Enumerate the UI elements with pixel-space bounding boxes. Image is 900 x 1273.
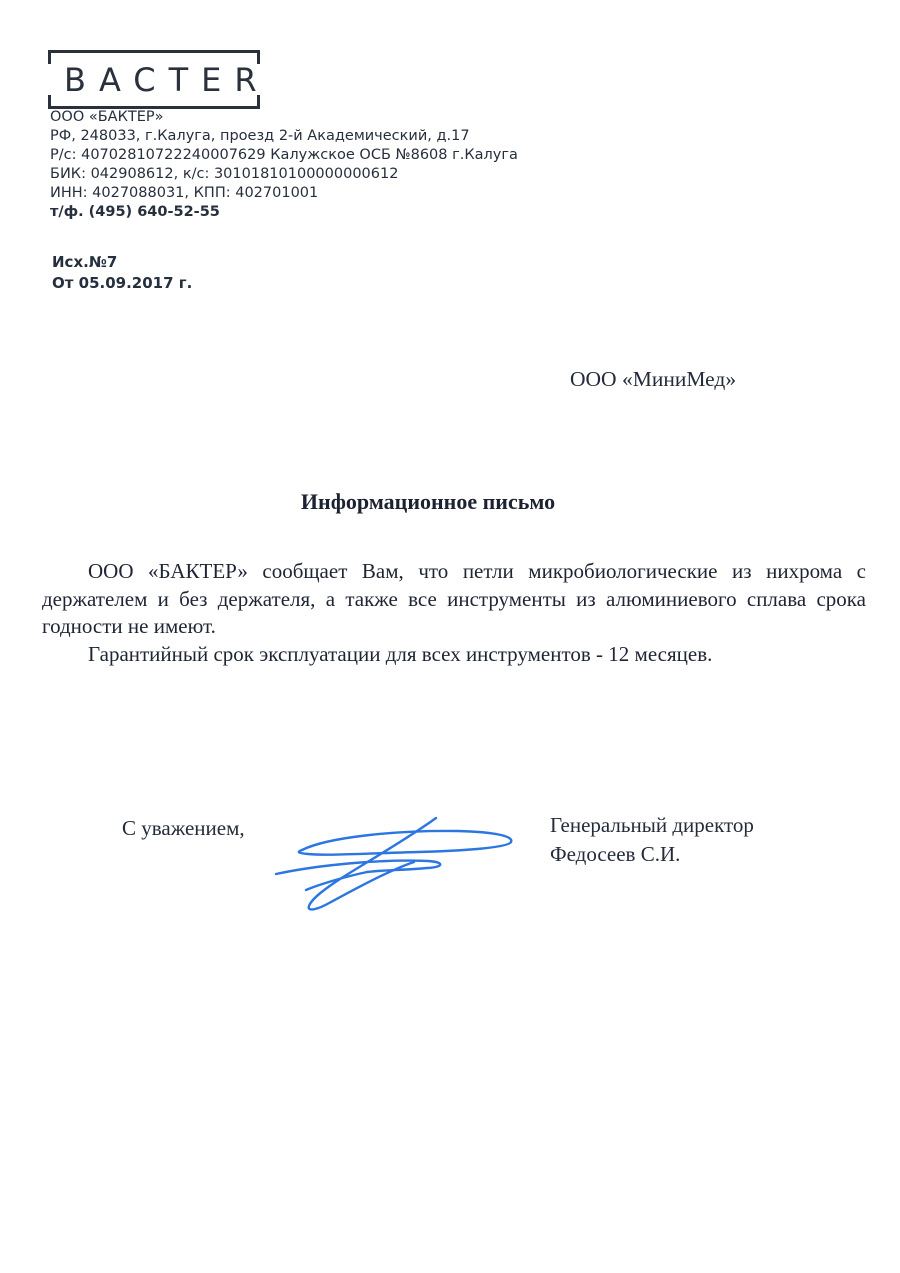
signatory-name: Федосеев С.И. <box>550 841 681 866</box>
logo-frame-corner <box>48 53 51 64</box>
company-bik: БИК: 042908612, к/с: 30101810100000000612 <box>50 166 399 182</box>
outgoing-number: Исх.№7 <box>52 253 118 271</box>
company-phone: т/ф. (495) 640-52-55 <box>50 204 220 220</box>
logo-frame-corner <box>48 95 51 106</box>
closing-phrase: С уважением, <box>122 816 245 840</box>
company-inn-kpp: ИНН: 4027088031, КПП: 402701001 <box>50 185 319 201</box>
signature-stroke <box>299 831 512 855</box>
signatory-position: Генеральный директор <box>550 813 754 837</box>
ref-block <box>52 252 192 294</box>
company-address: РФ, 248033, г.Калуга, проезд 2-й Академический, д.17 <box>50 128 470 144</box>
letter-body <box>42 558 866 668</box>
letter-date: От 05.09.2017 г. <box>52 274 193 292</box>
signature-stroke <box>309 818 436 909</box>
company-info-block <box>50 108 518 222</box>
bacter-logo <box>48 50 270 109</box>
signatory-block <box>550 811 754 868</box>
logo-text: BACTER <box>64 61 270 99</box>
company-bank-account: Р/с: 40702810722240007629 Калужское ОСБ №8608 г.Калуга <box>50 147 518 163</box>
recipient: ООО «МиниМед» <box>570 367 737 391</box>
body-paragraph-1: ООО «БАКТЕР» сообщает Вам, что петли микробиологические из нихрома с держателем и без держателя, а также все инструменты из алюминиевого сплава срока годности не имеют. <box>42 559 866 638</box>
company-name: ООО «БАКТЕР» <box>50 109 164 125</box>
signature-ink <box>268 806 533 921</box>
letter-title: Информационное письмо <box>300 489 556 514</box>
body-paragraph-2: Гарантийный срок эксплуатации для всех инструментов - 12 месяцев. <box>88 641 713 666</box>
